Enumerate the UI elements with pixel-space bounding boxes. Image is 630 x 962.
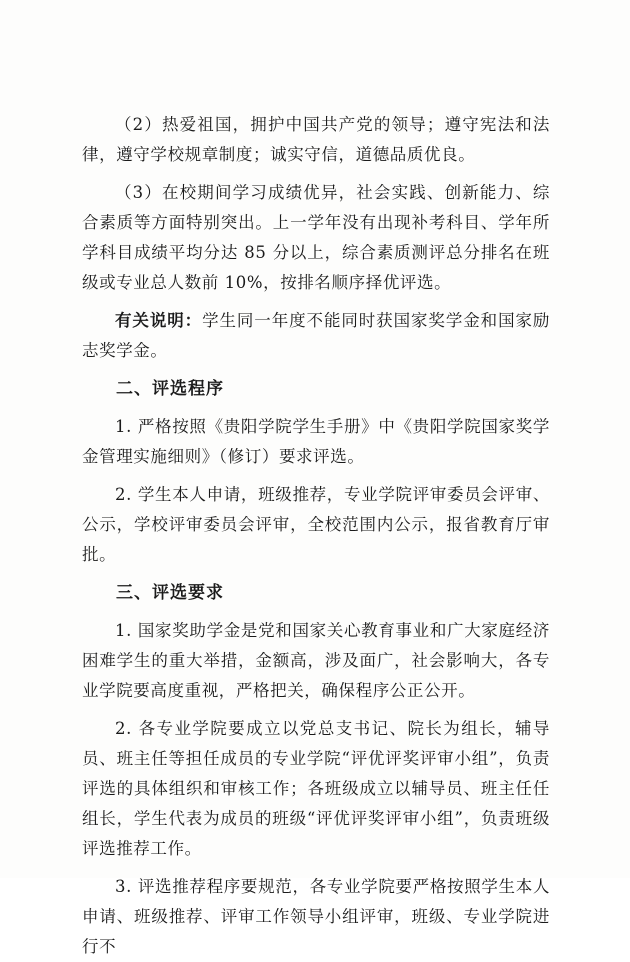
section-heading-procedure: 二、评选程序 xyxy=(116,379,224,399)
requirement-item-2: 2. 各专业学院要成立以党总支书记、院长为组长，辅导员、班主任等担任成员的专业学院“评优评奖评审小组”，负责评选的具体组织和审核工作；各班级成立以辅导员、班主任任组长，学生代表为成员的班级“评优评奖评审小组”，负责班级评选推荐工作。 xyxy=(82,719,550,858)
procedure-item-1: 1. 严格按照《贵阳学院学生手册》中《贵阳学院国家奖学金管理实施细则》（修订）要求评选。 xyxy=(82,417,550,466)
requirement-item-3: 3. 评选推荐程序要规范，各专业学院要严格按照学生本人申请、班级推荐、评审工作领导小组评审，班级、专业学院进行不 xyxy=(82,877,550,956)
section-heading-requirements: 三、评选要求 xyxy=(116,583,224,603)
procedure-item-2: 2. 学生本人申请，班级推荐，专业学院评审委员会评审、公示，学校评审委员会评审，全校范围内公示，报省教育厅审批。 xyxy=(82,485,550,564)
paragraph-criteria-2: （2）热爱祖国，拥护中国共产党的领导；遵守宪法和法律，遵守学校规章制度；诚实守信，道德品质优良。 xyxy=(82,115,550,164)
paragraph-criteria-3: （3）在校期间学习成绩优异，社会实践、创新能力、综合素质等方面特别突出。上一学年没有出现补考科目、学年所学科目成绩平均分达 85 分以上，综合素质测评总分排名在班级或专业总人数前 10%，按排名顺序择优评选。 xyxy=(82,183,550,292)
note-paragraph xyxy=(82,306,550,366)
note-text: 学生同一年度不能同时获国家奖学金和国家励志奖学金。 xyxy=(82,311,550,360)
requirement-item-1: 1. 国家奖助学金是党和国家关心教育事业和广大家庭经济困难学生的重大举措，金额高，涉及面广，社会影响大，各专业学院要高度重视，严格把关，确保程序公正公开。 xyxy=(82,621,550,700)
note-lead: 有关说明： xyxy=(115,311,203,330)
